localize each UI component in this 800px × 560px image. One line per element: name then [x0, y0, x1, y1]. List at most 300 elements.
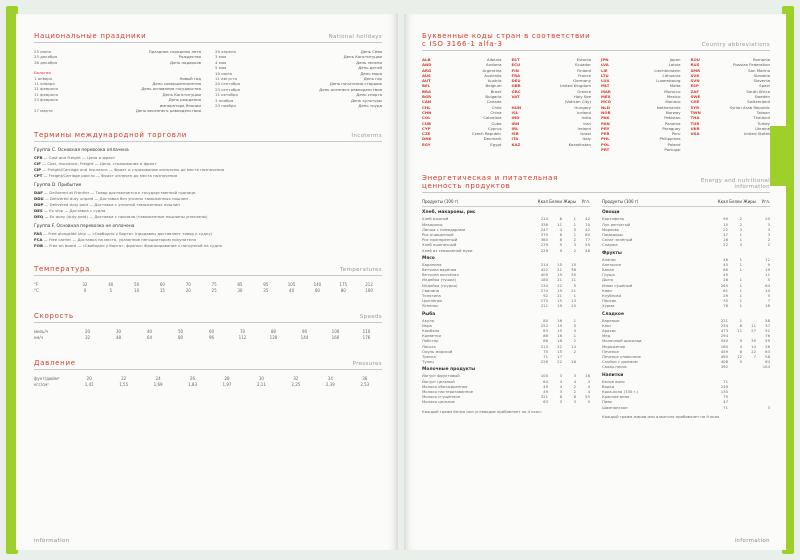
unit-value: 80	[340, 288, 346, 294]
nutrition-cell: 22	[751, 348, 756, 354]
nutrition-cell: 2	[573, 383, 576, 389]
nutrition-header-cell: Угл.	[761, 199, 770, 205]
nutrition-subtitle-line1: Energy and nutritional	[700, 178, 770, 185]
nutrition-cell: Макароны	[422, 221, 443, 227]
unit-value: 25	[211, 288, 217, 294]
nutrition-cell	[576, 359, 590, 364]
nutrition-cell: 29	[723, 292, 728, 298]
country-name: Slovakia	[753, 72, 770, 78]
unit-value: 60	[159, 282, 165, 288]
country-codes-column	[512, 57, 592, 152]
nutrition-cell: Ягнёнок	[422, 303, 439, 309]
unit-value: 26	[190, 376, 196, 382]
nutrition-cell: 214	[540, 216, 548, 222]
nutrition-cell: 37	[765, 322, 770, 328]
country-code: VAT	[511, 94, 520, 100]
country-name: Estonia	[576, 57, 591, 62]
nutrition-cell: 7	[767, 298, 770, 304]
country-code: CHN	[422, 109, 432, 115]
nutrition-cell: 5	[739, 359, 742, 365]
unit-value: 30	[258, 376, 264, 382]
nutrition-cell: Слойки с джемом	[602, 359, 638, 365]
country-code: ISR	[511, 131, 519, 137]
country-code: EST	[511, 57, 520, 62]
country-name: Cuba	[491, 120, 502, 126]
nutrition-cell: 71	[543, 354, 548, 360]
temperature-table	[34, 282, 382, 294]
country-name: Holy See	[573, 94, 591, 100]
nutrition-cell: 409	[540, 272, 548, 278]
country-code: LUX	[601, 78, 610, 84]
country-name: (Vatican City)	[564, 99, 591, 105]
country-name: Egypt	[490, 141, 502, 147]
country-code: ZAF	[690, 88, 699, 94]
nutrition-cell: 1	[739, 237, 742, 243]
nutrition-cell: Клубника	[602, 292, 622, 298]
country-name: Mexico	[666, 94, 681, 100]
speeds-subtitle: Speeds	[359, 314, 382, 321]
nutrition-cell: 495	[720, 354, 728, 360]
country-name: Monaco	[665, 99, 681, 105]
holiday-date: 26 декабря	[34, 59, 58, 65]
unit-value: 28	[224, 376, 230, 382]
holiday-date: 3 ноября	[215, 97, 234, 103]
unit-label: °F	[34, 282, 39, 288]
nutrition-cell: 19	[557, 303, 562, 309]
country-code: SVN	[690, 78, 700, 84]
nutrition-cell: 459	[720, 348, 728, 354]
nutrition-cell: 48	[585, 247, 590, 253]
nutrition-header-1	[422, 199, 590, 207]
nutrition-subtitle-line2: information	[734, 184, 770, 191]
country-code: LIE	[601, 67, 608, 73]
nutrition-cell: 9	[559, 247, 562, 253]
nutrition-cell: 2	[573, 338, 576, 344]
holiday-name: День основания государства	[141, 86, 201, 92]
trade-term-code: FAS	[34, 231, 43, 237]
nutrition-cell: 70	[585, 221, 590, 227]
country-code: MEX	[601, 94, 611, 100]
nutrition-cell: Рис пропаренный	[422, 237, 458, 243]
country-name: Australia	[484, 72, 502, 78]
country-name: United States	[743, 131, 770, 137]
nutrition-row	[422, 359, 590, 364]
trade-term-text: — Delivered duty paid — Доставка с уплатой таможенных пошлин	[43, 202, 180, 208]
nutrition-cell: 7	[753, 354, 756, 360]
nutrition-row	[602, 405, 770, 410]
unit-value: 1,69	[153, 382, 163, 388]
country-name: Belgium	[485, 83, 502, 89]
country-name: Romania	[752, 57, 770, 62]
country-name: Israel	[580, 131, 591, 137]
holidays-column-1	[34, 49, 201, 113]
country-name: India	[581, 115, 591, 121]
nutrition-cell: 26	[723, 277, 728, 283]
nutrition-cell: 71	[723, 404, 728, 410]
nutrition-column-1	[422, 199, 590, 419]
nutrition-cell: Баранина	[422, 261, 442, 267]
holiday-name: День труда	[358, 103, 382, 109]
nutrition-cell: Мёд	[602, 333, 611, 339]
nutrition-cell: 15	[723, 221, 728, 227]
nutrition-cell: 5	[573, 322, 576, 328]
nutrition-cell: Цыплёнок	[422, 298, 443, 304]
nutrition-cell: 22	[723, 226, 728, 232]
nutrition-cell: 42	[585, 216, 590, 222]
nutrition-cell: Вареные	[602, 317, 620, 323]
nutrition-header-cell: Ккал	[717, 199, 728, 205]
nutrition-cell: 15	[571, 303, 576, 309]
holiday-name: День Конституции	[162, 91, 201, 97]
unit-value: 20	[185, 288, 191, 294]
unit-label: миль/ч	[34, 329, 49, 335]
unit-value: 60	[208, 329, 215, 335]
holiday-row	[34, 108, 201, 113]
nutrition-cell: 2	[739, 216, 742, 222]
trade-term-text: — Ex ship — Доставка с судна	[42, 208, 106, 214]
nutrition-cell: 64	[765, 282, 770, 288]
holiday-date: 11 февраля	[34, 91, 58, 97]
nutrition-cell: 92	[543, 292, 548, 298]
country-code: TUR	[690, 120, 700, 126]
nutrition-cell: 2	[573, 348, 576, 354]
nutrition-cell: 16	[557, 317, 562, 323]
country-code: ISL	[511, 109, 519, 115]
trade-term-text: — Free carrier — Доставка на место, указанное негоциатором покупателя	[42, 237, 196, 243]
nutrition-cell: 226	[540, 359, 548, 365]
country-code-row	[512, 142, 592, 147]
nutrition-cell: Индейка (тушка)	[422, 277, 457, 283]
nutrition-cell: Киви	[602, 287, 612, 293]
country-name: China	[490, 109, 502, 115]
nutrition-cell: 370	[540, 231, 548, 237]
country-code: HUN	[511, 104, 522, 110]
unit-value: 2,39	[325, 382, 335, 388]
unit-value: 20	[84, 329, 91, 335]
nutrition-cell: Телятина	[422, 292, 441, 298]
country-code: MLT	[601, 83, 610, 89]
country-name: Germany	[573, 78, 591, 84]
trade-term-text: — Cost and Freight — Цена и фрахт	[42, 155, 116, 161]
trade-term-code: CFR	[34, 155, 43, 161]
nutrition-cell: 3	[573, 328, 576, 333]
nutrition-cell: 134	[540, 282, 548, 288]
nutrition-cell: 71	[723, 378, 728, 384]
unit-value: 1,41	[84, 382, 94, 388]
nutrition-cell: 540	[720, 338, 728, 344]
country-code: SVK	[690, 72, 700, 78]
country-name: Paraguay	[662, 125, 681, 131]
nutrition-cell: 221	[720, 317, 728, 323]
speeds-table	[34, 329, 382, 341]
unit-value: 90	[301, 329, 308, 335]
unit-value: 70	[185, 282, 191, 288]
country-name: Japan	[669, 57, 681, 62]
nutrition-cell: 6	[739, 322, 742, 328]
temperature-title: Температура	[34, 265, 91, 274]
nutrition-cell: 1	[739, 261, 742, 267]
nutrition-cell: 336	[540, 221, 548, 227]
nutrition-cell: 15	[557, 298, 562, 304]
bookmark-ribbon	[770, 126, 786, 186]
unit-value: 96	[208, 335, 215, 341]
country-name: Philippines	[659, 136, 681, 142]
unit-value: 36	[362, 376, 368, 382]
pressure-subtitle: Pressures	[352, 361, 382, 368]
nutrition-cell: 3	[573, 242, 576, 248]
nutrition-cell: Ветчина варёная	[422, 266, 457, 272]
nutrition-cell: Хлеб пшеничный	[422, 242, 457, 248]
unit-label: °C	[34, 288, 39, 294]
nutrition-cell: 11	[571, 277, 576, 283]
country-name: Ukraine	[754, 125, 770, 131]
nutrition-cell: 26	[765, 343, 770, 349]
holiday-date: 20 сентября	[215, 81, 241, 87]
nutrition-cell: 211	[540, 303, 548, 309]
holiday-name: День культуры	[350, 97, 382, 103]
country-name: San Marino	[748, 67, 770, 73]
nutrition-cell: 1	[739, 317, 742, 323]
nutrition-cell: 11	[737, 328, 742, 333]
unit-value: 32	[82, 282, 88, 288]
nutrition-cell: 16	[557, 333, 562, 339]
nutrition-cell: 294	[720, 333, 728, 339]
country-code: ESP	[690, 83, 699, 89]
country-name: Turkey	[757, 120, 770, 126]
holiday-date: 23 ноября	[215, 103, 236, 109]
nutrition-cell: 17	[723, 231, 728, 237]
nutrition-cell: 214	[540, 261, 548, 267]
holiday-date: 11 августа	[215, 76, 238, 82]
country-code: FIN	[511, 67, 519, 73]
trade-term-text: — Free alongside ship — «Свободно у борта» (продавец доставляет товар к судну)	[42, 231, 213, 237]
unit-value: 40	[108, 282, 114, 288]
nutrition-cell: 40	[723, 261, 728, 267]
country-code: ROU	[690, 57, 700, 62]
nutrition-cell: 1	[573, 231, 576, 237]
country-name: Chile	[491, 104, 502, 110]
nutrition-cell: Лук репчатый	[602, 221, 631, 227]
nutrition-cell: 392	[720, 364, 728, 370]
trade-groups	[34, 148, 382, 249]
nutrition-cell: 279	[540, 242, 548, 248]
unit-value: 80	[270, 329, 277, 335]
holiday-name: День детей	[358, 65, 382, 71]
nutrition-cell: Акула	[422, 317, 434, 323]
nutrition-cell: 19	[557, 322, 562, 328]
holiday-date: Бельгия	[34, 70, 51, 76]
nutrition-title-line2: ценность продуктов	[422, 182, 511, 191]
nutrition-cell: 55	[585, 242, 590, 248]
unit-label: км/ч	[34, 335, 44, 341]
pressure-title: Давление	[34, 359, 76, 368]
left-page	[16, 14, 398, 550]
nutrition-cell: 8	[573, 394, 576, 400]
nutrition-cell: 30	[751, 338, 756, 344]
holiday-name: День зелени	[356, 59, 382, 65]
nutrition-row	[422, 248, 590, 253]
nutrition-cell	[576, 303, 590, 308]
country-code: POL	[601, 141, 610, 147]
nutrition-cell: 3	[573, 399, 576, 405]
holidays-subtitle: National holidays	[328, 34, 382, 40]
nutrition-cell: 46	[723, 256, 728, 262]
country-code: GBR	[511, 83, 521, 89]
nutrition-header-cell: Угл.	[581, 199, 590, 205]
country-name: Taiwan	[756, 109, 770, 115]
nutrition-cell: 45	[723, 272, 728, 278]
holiday-date: 19 июля	[215, 70, 232, 76]
nutrition-cell: Йогурт фруктовый	[422, 373, 460, 379]
nutrition-cell: 16	[585, 373, 590, 379]
nutrition-cell: Треска	[422, 354, 436, 360]
country-name: Poland	[667, 141, 681, 147]
speeds-section	[34, 312, 382, 341]
nutrition-cell: 58	[765, 317, 770, 323]
nutrition-cell: 64	[765, 359, 770, 365]
trade-term-code: FOB	[34, 243, 43, 249]
country-code: ITA	[511, 136, 519, 142]
nutrition-cell: 21	[571, 287, 576, 293]
nutrition-header-cell: Белки	[729, 199, 742, 205]
nutrition-cell: 5	[573, 226, 576, 232]
nutrition-cell: 4	[573, 378, 576, 384]
nutrition-cell: Печенье сливочное	[602, 354, 641, 360]
nutrition-cell: Хлеб ржаной	[422, 216, 449, 222]
country-code: AND	[422, 62, 432, 68]
country-codes-column	[422, 57, 502, 152]
country-code: AUT	[422, 78, 431, 84]
country-name: Greece	[577, 88, 591, 94]
holiday-name: День осеннего равноденствия	[319, 86, 382, 92]
nutrition-cell: 13	[571, 298, 576, 304]
holiday-name: День почитания старших	[329, 81, 382, 87]
nutrition-cell: 265	[720, 282, 728, 288]
nutrition-cell: Свинина	[422, 287, 440, 293]
nutrition-cell: 16	[723, 237, 728, 243]
holiday-name: День Конституции	[343, 54, 382, 60]
nutrition-cell: Помидоры	[602, 231, 623, 237]
nutrition-row	[422, 399, 590, 404]
nutrition-cell: Белое вино	[602, 378, 625, 384]
country-code: MAR	[601, 88, 611, 94]
country-code: SWE	[690, 94, 701, 100]
nutrition-cell: 49	[543, 389, 548, 395]
nutrition-cell: 1	[739, 287, 742, 293]
nutrition-cell: 36	[571, 266, 576, 272]
country-name: Panama	[664, 120, 681, 126]
nutrition-cell: 8	[559, 237, 562, 243]
nutrition-cell: Спаржа	[602, 242, 618, 248]
unit-value: 85	[237, 282, 243, 288]
nutrition-cell: 11	[765, 272, 770, 278]
trade-subtitle: Incoterms	[351, 133, 382, 140]
unit-value: 0	[83, 288, 87, 294]
nutrition-cell: 35	[723, 298, 728, 304]
country-name: Brazil	[490, 88, 502, 94]
unit-value: 1,55	[119, 382, 129, 388]
country-code: CZE	[422, 131, 431, 137]
nutrition-cell: Мороженое	[602, 343, 626, 349]
nutrition-cell: Лосось	[422, 343, 436, 349]
country-name: Lithuania	[662, 72, 681, 78]
nutrition-cell: 21	[557, 266, 562, 272]
country-code: ARG	[422, 67, 432, 73]
nutrition-cell: Тунец	[422, 359, 434, 365]
country-code-row	[691, 131, 771, 136]
trade-group-title: Группа F. Основная перевозка не оплачена	[34, 224, 135, 230]
nutrition-cell	[742, 364, 756, 369]
nutrition-cell	[728, 364, 742, 369]
nutrition-cell: 9	[559, 242, 562, 248]
nutrition-cell: 42	[585, 226, 590, 232]
country-name: Liechtenstein	[654, 67, 681, 73]
unit-value: 64	[146, 335, 153, 341]
unit-value: 32	[84, 335, 91, 341]
holiday-name: День Сёва	[360, 49, 382, 54]
nutrition-cell: 76	[765, 333, 770, 339]
trade-term-row	[34, 214, 382, 220]
nutrition-cell: 21	[557, 277, 562, 283]
country-code: PAK	[601, 115, 610, 121]
unit-value: 70	[239, 329, 246, 335]
nutrition-section	[422, 174, 770, 419]
country-name: Sweden	[754, 94, 770, 100]
country-code: MCO	[601, 99, 612, 105]
nutrition-cell: 4	[587, 389, 590, 395]
unit-value: 1,97	[222, 382, 232, 388]
nutrition-cell: 180	[720, 343, 728, 349]
nutrition-cell: 252	[540, 322, 548, 328]
pressure-section	[34, 359, 382, 388]
nutrition-cell: 8	[559, 394, 562, 400]
holiday-name: День моря	[360, 70, 382, 76]
nutrition-cell: 15	[557, 348, 562, 354]
nutrition-cell: 14	[751, 343, 756, 349]
nutrition-cell: 55	[585, 394, 590, 400]
holiday-name: День подарков	[170, 59, 201, 65]
holiday-name: императора Японии	[159, 102, 201, 108]
country-code: PRY	[601, 125, 610, 131]
country-name: Argentina	[482, 67, 502, 73]
nutrition-cell	[742, 242, 756, 247]
nutrition-cell: Лобстер	[422, 338, 439, 344]
country-code: IND	[511, 115, 520, 121]
nutrition-cell: Изюм сушёный	[602, 282, 633, 288]
nutrition-cell: 1	[573, 333, 576, 339]
right-footer: information	[734, 538, 770, 544]
holiday-date: 11 января	[34, 81, 55, 87]
holiday-name: День рождения	[168, 97, 201, 103]
trade-term-row	[34, 173, 382, 179]
country-name: Norway	[665, 109, 681, 115]
holiday-date: 5 мая	[215, 65, 227, 71]
nutrition-row	[422, 303, 590, 308]
nutrition-cell: 6	[739, 348, 742, 354]
country-code: NLD	[601, 104, 610, 110]
nutrition-cell: 52	[765, 328, 770, 333]
trade-group-title: Группа D. Прибытие	[34, 183, 82, 189]
country-code: CUB	[422, 120, 431, 126]
country-code: LTU	[601, 72, 609, 78]
unit-value: 50	[177, 329, 184, 335]
nutrition-cell: 249	[720, 383, 728, 389]
nutrition-cell: 360	[540, 237, 548, 243]
nutrition-header-cell: Белки	[549, 199, 562, 205]
nutrition-cell: 64	[543, 378, 548, 384]
unit-value: 140	[313, 282, 322, 288]
country-code: BEL	[422, 83, 431, 89]
